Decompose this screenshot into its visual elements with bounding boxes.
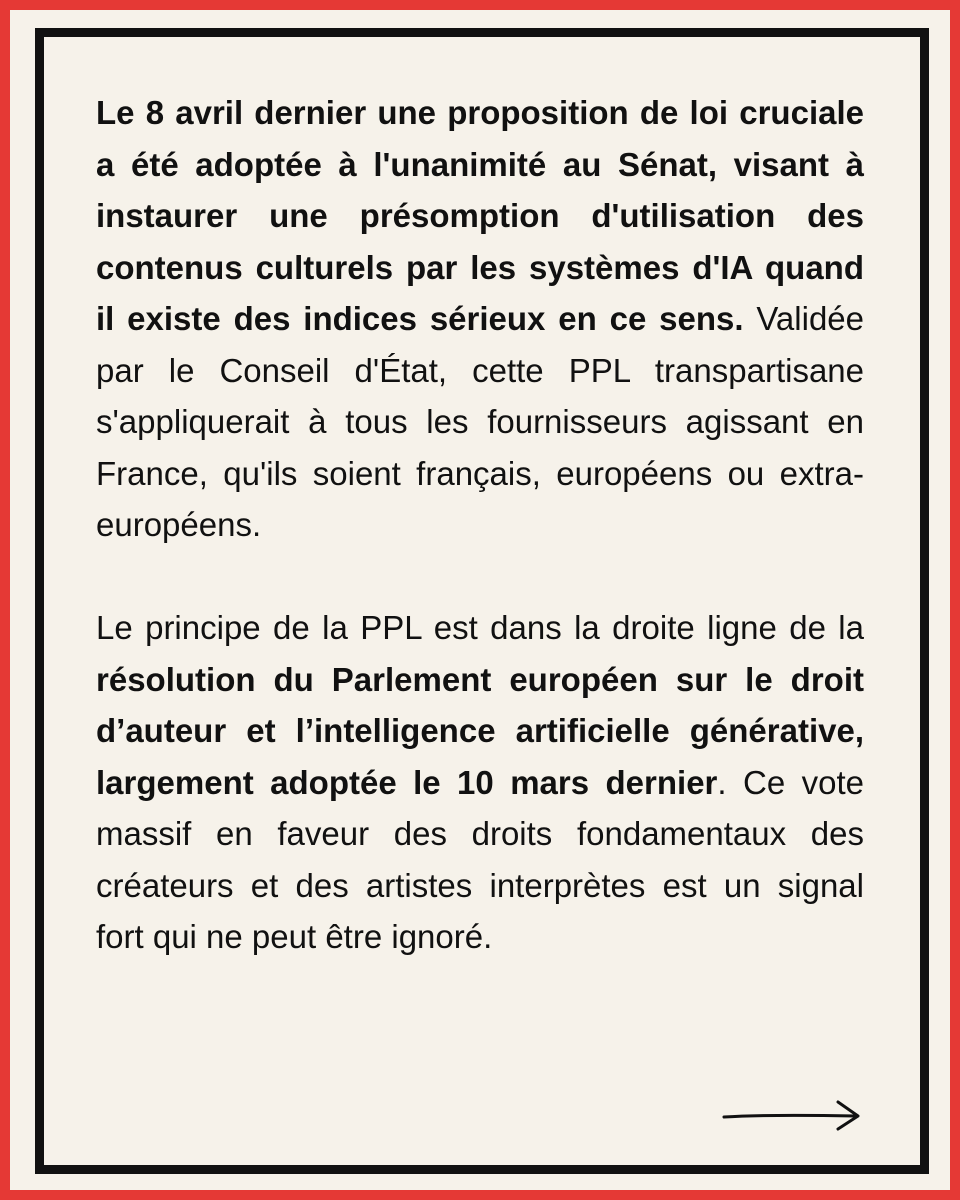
page-background (10, 10, 950, 1190)
arrow-right-icon[interactable] (716, 1095, 866, 1135)
paragraph-2-bold-middle: résolution du Parlement européen sur le droit d’auteur et l’intelligence artificielle générative, largement adoptée le 10 mars dernier (96, 660, 864, 801)
paragraph-1 (96, 87, 864, 551)
paragraph-1-regular-tail: Validée par le Conseil d'État, cette PPL transpartisane s'appliquerait à tous les fournisseurs agissant en France, qu'ils soient français, européens ou extra-européens. (96, 300, 865, 543)
paragraph-2-regular-lead: Le principe de la PPL est dans la droite ligne de la (96, 609, 864, 646)
black-frame (35, 28, 929, 1174)
paragraph-1-bold-lead: Le 8 avril dernier une proposition de loi cruciale a été adoptée à l'unanimité au Sénat, visant à instaurer une présomption d'utilisation des contenus culturels par les systèmes d'IA quand il existe des indices sérieux en ce sens. (96, 94, 864, 337)
paragraph-2-regular-tail: . Ce vote massif en faveur des droits fondamentaux des créateurs et des artistes interprètes est un signal fort qui ne peut être ignoré. (96, 763, 864, 955)
article-body (96, 87, 864, 1014)
paragraph-2 (96, 602, 864, 963)
